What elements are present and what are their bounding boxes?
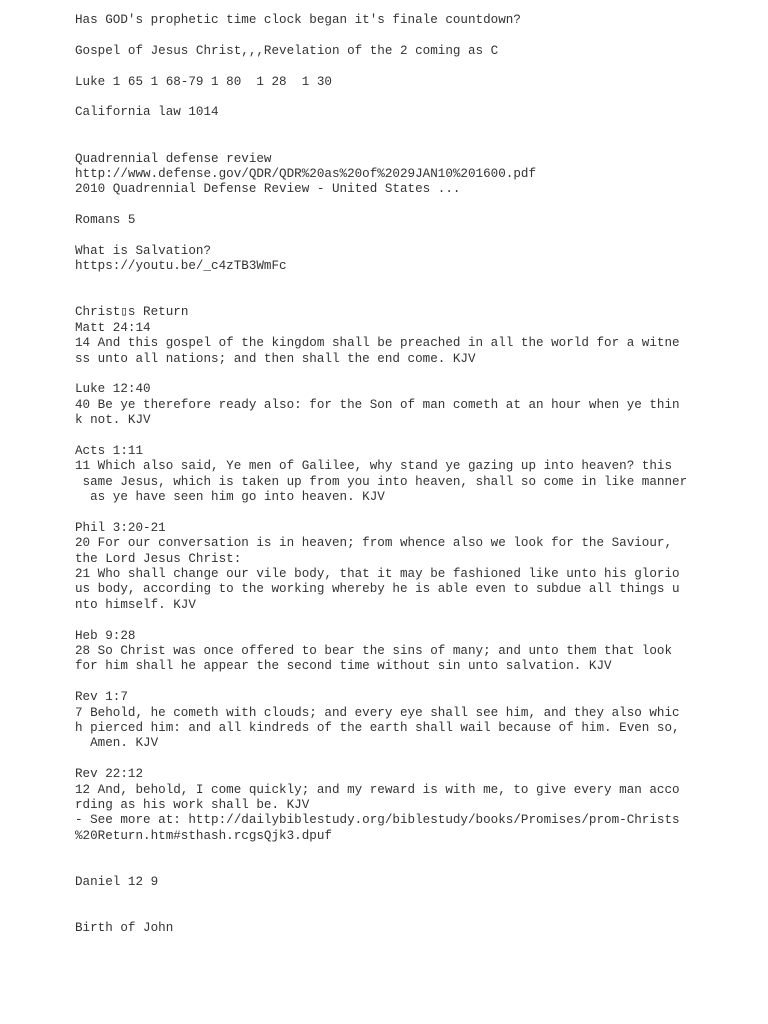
document-line: for him shall he appear the second time without sin unto salvation. KJV [75,659,612,674]
document-line [75,59,675,74]
document-line: 12 And, behold, I come quickly; and my reward is with me, to give every man acco [75,782,680,797]
document-line: What is Salvation? [75,243,212,258]
document-line: Christ▯s Return [75,305,189,320]
document-line: 7 Behold, he cometh with clouds; and every eye shall see him, and they also whic [75,705,680,720]
document-line: rding as his work shall be. KJV [75,797,310,812]
document-line: Rev 1:7 [75,690,128,705]
document-line [75,28,675,43]
document-line: 40 Be ye therefore ready also: for the Son of man cometh at an hour when ye thin [75,397,680,412]
document-line: 28 So Christ was once offered to bear the sins of many; and unto them that look [75,644,673,659]
document-line [75,890,675,905]
document-line: Romans 5 [75,213,136,228]
document-line: Birth of John [75,921,174,936]
document-line: k not. KJV [75,413,151,428]
document-line: Quadrennial defense review [75,151,272,166]
document-line: - See more at: http://dailybiblestudy.org/biblestudy/books/Promises/prom-Christs [75,813,680,828]
document-line: https://youtu.be/_c4zTB3WmFc [75,259,287,274]
document-line: Matt 24:14 [75,320,151,335]
document-line: ss unto all nations; and then shall the end come. KJV [75,351,476,366]
document-line [75,198,675,213]
document-line [75,844,675,859]
document-line [75,90,675,105]
document-line: Phil 3:20-21 [75,520,166,535]
document-line [75,859,675,874]
document-line [75,613,675,628]
document-line: Rev 22:12 [75,767,144,782]
document-line [75,228,675,243]
document-line: as ye have seen him go into heaven. KJV [75,490,385,505]
document-line [75,136,675,151]
document-line: us body, according to the working whereby he is able even to subdue all things u [75,582,680,597]
document-line: http://www.defense.gov/QDR/QDR%20as%20of%2029JAN10%201600.pdf [75,166,537,181]
document-line [75,367,675,382]
document-line: Luke 12:40 [75,382,151,397]
document-line [75,906,675,921]
document-line: Acts 1:11 [75,443,144,458]
document-line [75,675,675,690]
document-line: California law 1014 [75,105,219,120]
document-line: %20Return.htm#sthash.rcgsQjk3.dpuf [75,828,332,843]
document-line: Daniel 12 9 [75,874,159,889]
document-line: Luke 1 65 1 68-79 1 80 1 28 1 30 [75,74,332,89]
document-line [75,275,675,290]
document-line: nto himself. KJV [75,597,196,612]
document-line [75,429,675,444]
document-line: Has GOD's prophetic time clock began it's finale countdown? [75,13,521,27]
document-line: same Jesus, which is taken up from you into heaven, shall so come in like manner [75,474,688,489]
document-line: 2010 Quadrennial Defense Review - United States ... [75,182,461,197]
document-line [75,752,675,767]
document-line: 20 For our conversation is in heaven; from whence also we look for the Saviour, [75,536,673,551]
document-line [75,121,675,136]
document-line: h pierced him: and all kindreds of the earth shall wail because of him. Even so, [75,720,680,735]
document-line [75,506,675,521]
document-line: 11 Which also said, Ye men of Galilee, why stand ye gazing up into heaven? this [75,459,673,474]
document-line: the Lord Jesus Christ: [75,551,242,566]
document-line: Heb 9:28 [75,628,136,643]
document-line: Amen. KJV [75,736,159,751]
document-line [75,290,675,305]
document-line: Gospel of Jesus Christ,,,Revelation of the 2 coming as C [75,43,499,58]
document-line: 14 And this gospel of the kingdom shall be preached in all the world for a witne [75,336,680,351]
document-page [75,13,688,936]
document-line: 21 Who shall change our vile body, that it may be fashioned like unto his glorio [75,567,680,582]
